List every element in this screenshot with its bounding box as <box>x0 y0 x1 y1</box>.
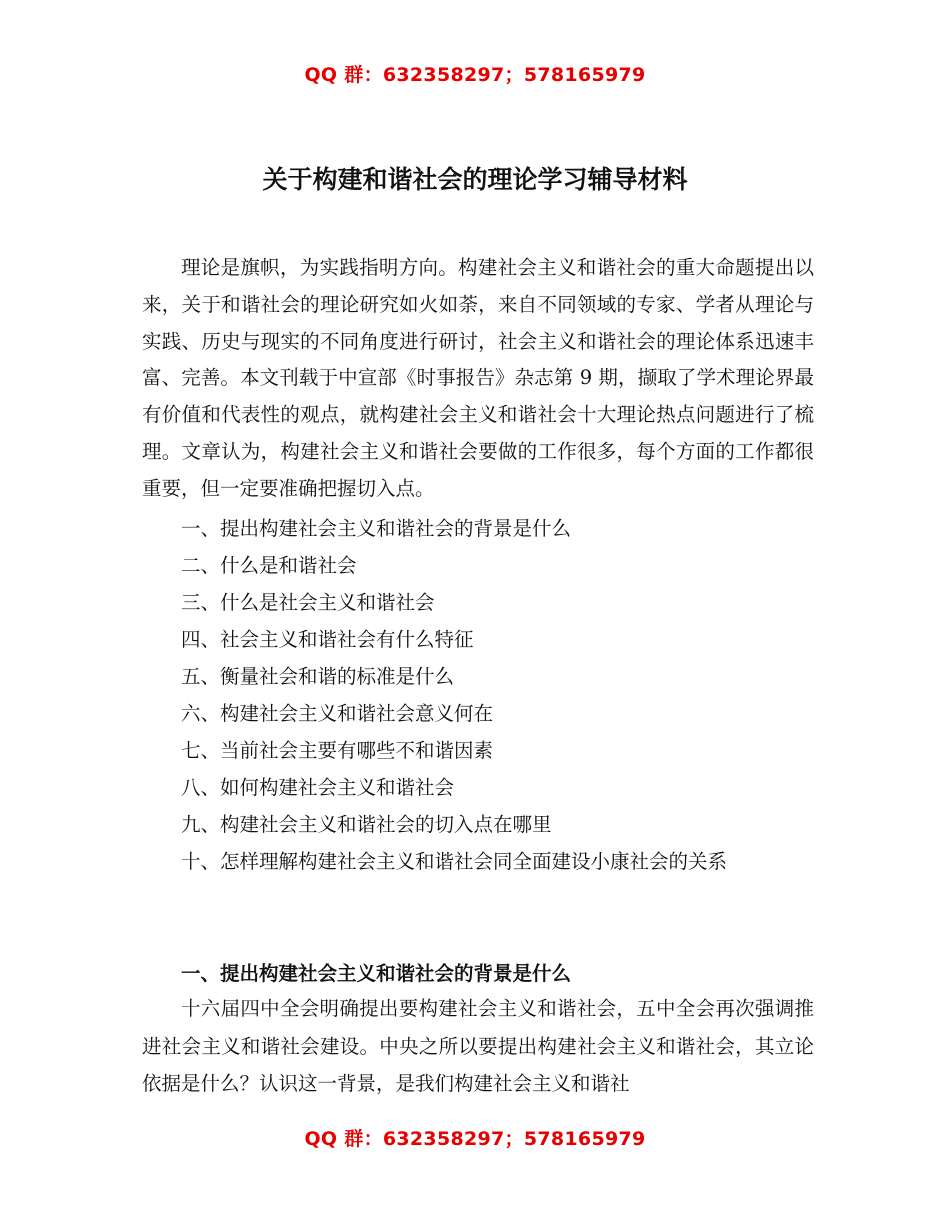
section-paragraph: 十六届四中全会明确提出要构建社会主义和谐社会，五中全会再次强调推进社会主义和谐社会建设。中央之所以要提出构建社会主义和谐社会，其立论依据是什么？认识这一背景，是我们构建社会主义和谐社 <box>142 997 814 1095</box>
qq-group-footer: QQ 群：632358297；578165979 <box>304 1128 646 1150</box>
table-of-contents <box>142 510 814 880</box>
toc-item: 七、当前社会主要有哪些不和谐因素 <box>181 739 494 762</box>
toc-item: 十、怎样理解构建社会主义和谐社会同全面建设小康社会的关系 <box>181 850 728 873</box>
toc-item: 八、如何构建社会主义和谐社会 <box>181 776 455 799</box>
qq-group-header: QQ 群：632358297；578165979 <box>304 64 646 86</box>
toc-item: 九、构建社会主义和谐社会的切入点在哪里 <box>181 813 552 836</box>
toc-item: 五、衡量社会和谐的标准是什么 <box>181 665 455 688</box>
section-heading: 一、提出构建社会主义和谐社会的背景是什么 <box>181 962 572 985</box>
toc-item: 四、社会主义和谐社会有什么特征 <box>181 628 474 651</box>
page-title: 关于构建和谐社会的理论学习辅导材料 <box>262 165 688 194</box>
toc-item: 一、提出构建社会主义和谐社会的背景是什么 <box>181 517 572 540</box>
toc-item: 二、什么是和谐社会 <box>181 554 357 577</box>
toc-item: 六、构建社会主义和谐社会意义何在 <box>181 702 494 725</box>
toc-item: 三、什么是社会主义和谐社会 <box>181 591 435 614</box>
intro-paragraph: 理论是旗帜，为实践指明方向。构建社会主义和谐社会的重大命题提出以来，关于和谐社会的理论研究如火如荼，来自不同领域的专家、学者从理论与实践、历史与现实的不同角度进行研讨，社会主义和谐社会的理论体系迅速丰富、完善。本文刊载于中宣部《时事报告》杂志第 9 期，撷取了学术理论界最有价值和代表性的观点，就构建社会主义和谐社会十大理论热点问题进行了梳理。文章认为，构建社会主义和谐社会要做的工作很多，每个方面的工作都很重要，但一定要准确把握切入点。 <box>142 256 814 500</box>
